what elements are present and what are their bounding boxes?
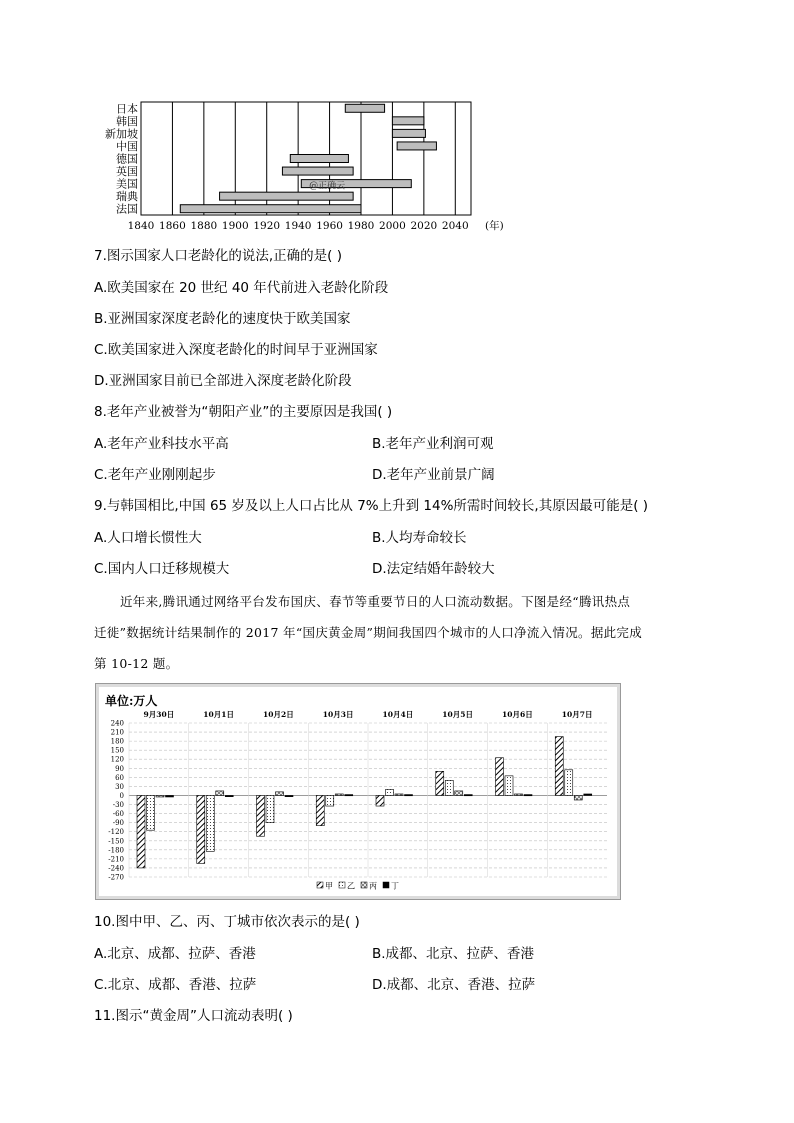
q9-option-a: A.人口增长惯性大 (94, 530, 202, 546)
passage-line-1: 近年来,腾讯通过网络平台发布国庆、春节等重要节日的人口流动数据。下图是经“腾讯热点 (120, 594, 631, 609)
timeline-country-label: 瑞典 (116, 190, 138, 204)
chart-bar-甲 (555, 737, 563, 796)
chart-bar-甲 (316, 795, 324, 825)
chart-bar-丁 (225, 795, 233, 796)
chart-bar-乙 (386, 789, 394, 795)
timeline-x-unit: (年) (485, 220, 504, 232)
aging-timeline-chart (95, 95, 504, 235)
chart-bar-乙 (147, 795, 155, 830)
timeline-tick-label: 1920 (253, 220, 281, 232)
chart-bar-乙 (445, 780, 453, 795)
timeline-country-label: 韩国 (116, 114, 138, 128)
timeline-watermark: @正确云 (309, 181, 346, 192)
chart-bar-丁 (584, 794, 592, 796)
chart-y-tick-label: -150 (108, 837, 124, 846)
q7-option-d: D.亚洲国家目前已全部进入深度老龄化阶段 (94, 373, 352, 389)
q7-stem: 7.图示国家人口老龄化的说法,正确的是( ) (94, 248, 342, 264)
chart-legend-label: 甲 (325, 881, 333, 891)
chart-y-tick-label: -90 (112, 819, 124, 828)
chart-y-tick-label: 240 (110, 719, 124, 728)
chart-bar-乙 (206, 795, 214, 851)
chart-legend-swatch (339, 882, 345, 888)
chart-y-tick-label: 30 (115, 782, 124, 791)
chart-bar-乙 (565, 770, 573, 796)
chart-bar-丙 (455, 791, 463, 796)
chart-legend-swatch (317, 882, 323, 888)
q8-option-d: D.老年产业前景广阔 (372, 467, 495, 483)
q7-option-a: A.欧美国家在 20 世纪 40 年代前进入老龄化阶段 (94, 280, 389, 296)
q8-option-b: B.老年产业利润可观 (372, 436, 494, 452)
timeline-country-label: 中国 (116, 139, 138, 153)
chart-y-tick-label: 120 (110, 755, 124, 764)
timeline-bar (282, 167, 353, 175)
chart-bar-甲 (197, 795, 205, 863)
q10-option-c: C.北京、成都、香港、拉萨 (94, 977, 257, 993)
timeline-bar (220, 192, 354, 200)
chart-category-label: 9月30日 (143, 710, 175, 719)
chart-bar-丁 (405, 795, 413, 796)
chart-y-tick-label: -240 (108, 864, 124, 873)
chart-bar-丙 (335, 794, 343, 796)
chart-bar-丙 (216, 791, 224, 796)
chart-category-label: 10月1日 (203, 710, 234, 719)
chart-bar-乙 (326, 795, 334, 806)
chart-category-label: 10月5日 (442, 710, 473, 719)
chart-legend-label: 丙 (369, 881, 377, 891)
timeline-bar (345, 104, 384, 112)
timeline-bar (392, 117, 423, 125)
chart-bar-丁 (464, 795, 472, 796)
timeline-tick-label: 2000 (379, 220, 406, 232)
q9-option-c: C.国内人口迁移规模大 (94, 561, 230, 577)
chart-bar-甲 (436, 771, 444, 795)
chart-y-tick-label: -30 (112, 801, 124, 810)
timeline-country-label: 新加坡 (105, 127, 138, 141)
chart-y-tick-label: 180 (110, 737, 124, 746)
q8-option-a: A.老年产业科技水平高 (94, 436, 229, 452)
timeline-country-label: 法国 (116, 202, 138, 216)
chart-bar-丁 (285, 795, 293, 796)
chart-category-label: 10月6日 (502, 710, 533, 719)
chart-legend-swatch (383, 882, 389, 888)
timeline-country-label: 美国 (116, 177, 138, 191)
chart-bar-丁 (345, 795, 353, 796)
timeline-country-label: 英国 (116, 165, 138, 179)
chart-y-tick-label: 210 (110, 728, 124, 737)
chart-y-tick-label: 90 (115, 764, 124, 773)
chart-y-tick-label: 0 (119, 791, 124, 800)
chart-category-label: 10月4日 (382, 710, 414, 719)
q9-stem: 9.与韩国相比,中国 65 岁及以上人口占比从 7%上升到 14%所需时间较长,其原因最可能是( ) (94, 498, 649, 514)
chart-bar-甲 (257, 795, 265, 836)
chart-y-tick-label: -180 (108, 846, 124, 855)
timeline-tick-label: 1960 (316, 220, 343, 232)
timeline-tick-label: 1860 (159, 220, 186, 232)
q8-stem: 8.老年产业被誉为“朝阳产业”的主要原因是我国( ) (94, 404, 393, 420)
q9-option-b: B.人均寿命较长 (372, 530, 467, 546)
timeline-tick-label: 2020 (410, 220, 438, 232)
q9-option-d: D.法定结婚年龄较大 (372, 561, 495, 577)
chart-bar-甲 (496, 758, 504, 796)
chart-y-tick-label: -270 (108, 873, 124, 882)
chart-bar-丙 (574, 795, 582, 800)
timeline-bar (392, 129, 425, 137)
chart-bar-乙 (266, 795, 274, 822)
chart-legend-label: 乙 (347, 881, 355, 891)
chart-y-tick-label: -120 (108, 828, 124, 837)
timeline-bar (290, 155, 348, 163)
timeline-tick-label: 2040 (441, 220, 469, 232)
chart-plot-background (99, 687, 617, 896)
chart-bar-甲 (137, 795, 145, 867)
timeline-tick-label: 1940 (284, 220, 312, 232)
timeline-country-label: 德国 (116, 152, 138, 166)
q8-option-c: C.老年产业刚刚起步 (94, 467, 216, 483)
chart-bar-丙 (395, 794, 403, 796)
timeline-bar (397, 142, 436, 150)
timeline-tick-label: 1980 (347, 220, 375, 232)
chart-y-tick-label: -60 (112, 810, 124, 819)
chart-y-tick-label: -210 (108, 855, 124, 864)
chart-bar-丙 (276, 792, 284, 796)
passage (94, 586, 700, 679)
chart-title: 单位:万人 (105, 694, 158, 708)
passage-line-2: 迁徙”数据统计结果制作的 2017 年“国庆黄金周”期间我国四个城市的人口净流入情况。据此完成 (94, 625, 643, 640)
q10-option-d: D.成都、北京、香港、拉萨 (372, 977, 536, 993)
chart-bar-乙 (505, 776, 513, 796)
q10-option-a: A.北京、成都、拉萨、香港 (94, 946, 256, 962)
population-flow-chart (95, 683, 621, 900)
q10-stem: 10.图中甲、乙、丙、丁城市依次表示的是( ) (94, 914, 360, 930)
chart-bar-丙 (156, 795, 164, 797)
chart-y-tick-label: 60 (115, 773, 124, 782)
chart-category-label: 10月7日 (561, 710, 593, 719)
timeline-country-label: 日本 (116, 102, 138, 116)
chart-bar-甲 (376, 795, 384, 806)
chart-legend-swatch (361, 882, 367, 888)
q7-option-b: B.亚洲国家深度老龄化的速度快于欧美国家 (94, 311, 351, 327)
chart-legend-label: 丁 (391, 881, 399, 891)
timeline-bar (180, 205, 361, 213)
q11-stem: 11.图示“黄金周”人口流动表明( ) (94, 1008, 293, 1024)
timeline-tick-label: 1840 (127, 220, 155, 232)
chart-bar-丁 (524, 795, 532, 796)
passage-line-3: 第 10-12 题。 (94, 656, 179, 671)
chart-y-tick-label: 150 (110, 746, 124, 755)
chart-bar-丙 (515, 794, 523, 796)
chart-category-label: 10月3日 (322, 710, 354, 719)
chart-bar-丁 (166, 795, 174, 797)
timeline-tick-label: 1880 (190, 220, 218, 232)
chart-category-label: 10月2日 (263, 710, 294, 719)
q10-option-b: B.成都、北京、拉萨、香港 (372, 946, 535, 962)
q7-option-c: C.欧美国家进入深度老龄化的时间早于亚洲国家 (94, 342, 378, 358)
timeline-tick-label: 1900 (221, 220, 249, 232)
